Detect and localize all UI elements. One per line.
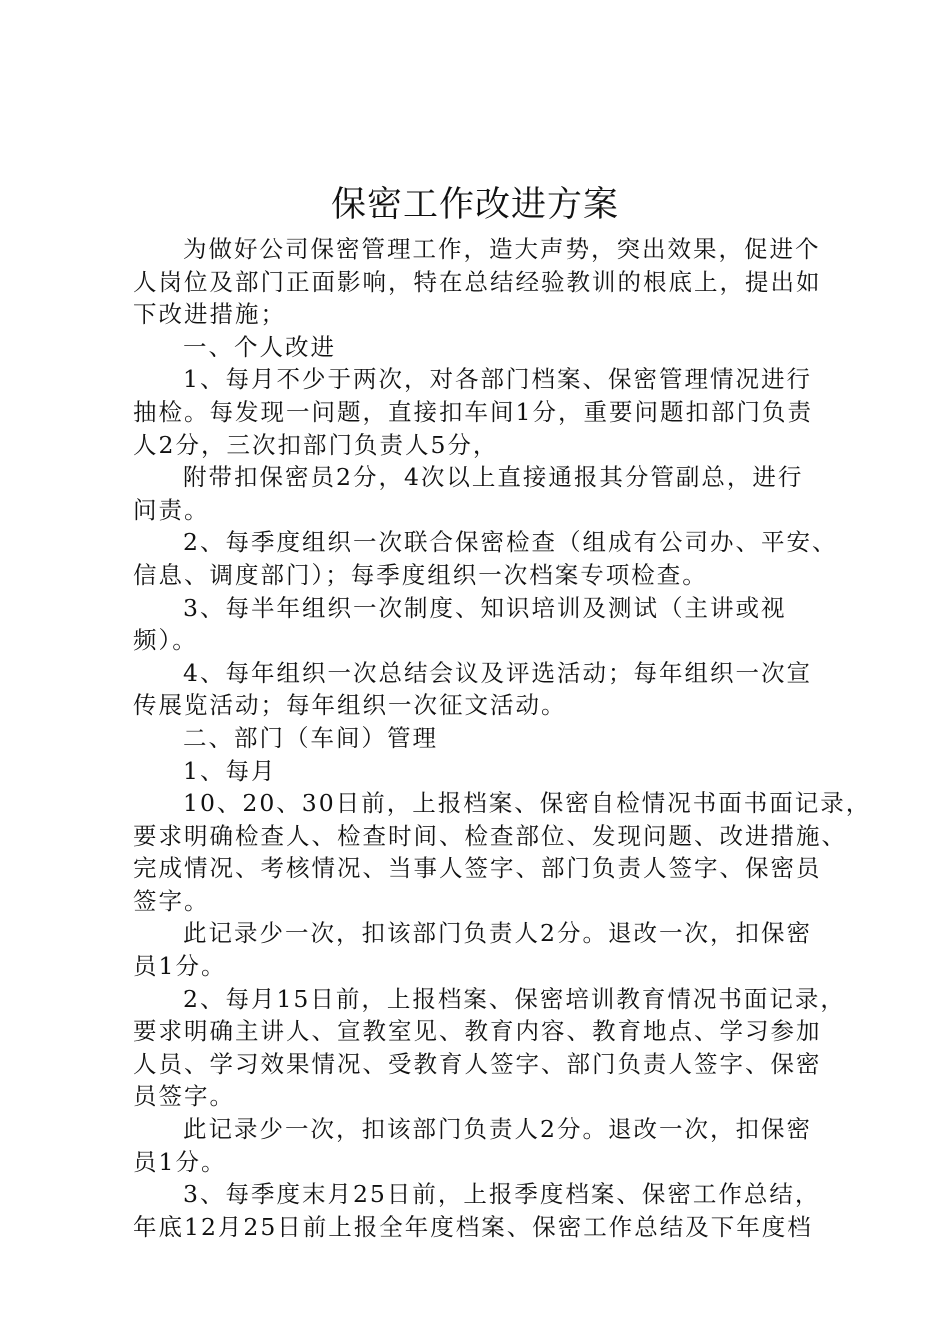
text-line: 1、每月不少于两次，对各部门档案、保密管理情况进行 (183, 365, 812, 394)
text-line: 人2分，三次扣部门负责人5分， (133, 430, 499, 459)
text-line: 员1分。 (133, 1147, 227, 1176)
text-line: 2、每季度组织一次联合保密检查（组成有公司办、平安、 (183, 528, 838, 557)
text-line: 年底12月25日前上报全年度档案、保密工作总结及下年度档 (133, 1212, 813, 1241)
text-line: 1、每月 (183, 756, 277, 785)
text-line: 问责。 (133, 495, 210, 524)
text-line: 4、每年组织一次总结会议及评选活动；每年组织一次宣 (183, 658, 812, 687)
text-line: 附带扣保密员2分，4次以上直接通报其分管副总，进行 (183, 463, 804, 492)
text-line: 下改进措施； (133, 300, 286, 329)
text-line: 抽检。每发现一问题，直接扣车间1分，重要问题扣部门负责 (133, 397, 813, 426)
text-line: 签字。 (133, 886, 210, 915)
text-line: 3、每季度末月25日前，上报季度档案、保密工作总结， (183, 1180, 821, 1209)
text-line: 要求明确主讲人、宣教室见、教育内容、教育地点、学习参加 (133, 1017, 822, 1046)
text-line: 一、个人改进 (183, 332, 336, 361)
text-line: 此记录少一次，扣该部门负责人2分。退改一次，扣保密 (183, 919, 812, 948)
text-line: 为做好公司保密管理工作，造大声势，突出效果，促进个 (183, 235, 821, 263)
text-line: 完成情况、考核情况、当事人签字、部门负责人签字、保密员 (133, 854, 822, 883)
text-line: 频）。 (133, 626, 198, 655)
text-line: 传展览活动；每年组织一次征文活动。 (133, 691, 567, 720)
body-lines (133, 233, 872, 1243)
text-line: 此记录少一次，扣该部门负责人2分。退改一次，扣保密 (183, 1115, 812, 1144)
text-line: 10、20、30日前，上报档案、保密自检情况书面书面记录， (183, 789, 872, 818)
text-line: 要求明确检查人、检查时间、检查部位、发现问题、改进措施、 (133, 821, 847, 850)
document-body (133, 233, 872, 1243)
document-title: 保密工作改进方案 (330, 185, 619, 225)
text-line: 信息、调度部门）；每季度组织一次档案专项检查。 (133, 560, 708, 589)
text-line: 二、部门（车间）管理 (183, 723, 438, 752)
text-line: 人岗位及部门正面影响，特在总结经验教训的根底上，提出如 (133, 267, 822, 296)
text-line: 员1分。 (133, 952, 227, 981)
text-line: 员签字。 (133, 1082, 235, 1111)
text-line: 3、每半年组织一次制度、知识培训及测试（主讲或视 (183, 593, 787, 622)
text-line: 人员、学习效果情况、受教育人签字、部门负责人签字、保密 (133, 1049, 822, 1078)
text-line: 2、每月15日前，上报档案、保密培训教育情况书面记录， (183, 984, 846, 1013)
